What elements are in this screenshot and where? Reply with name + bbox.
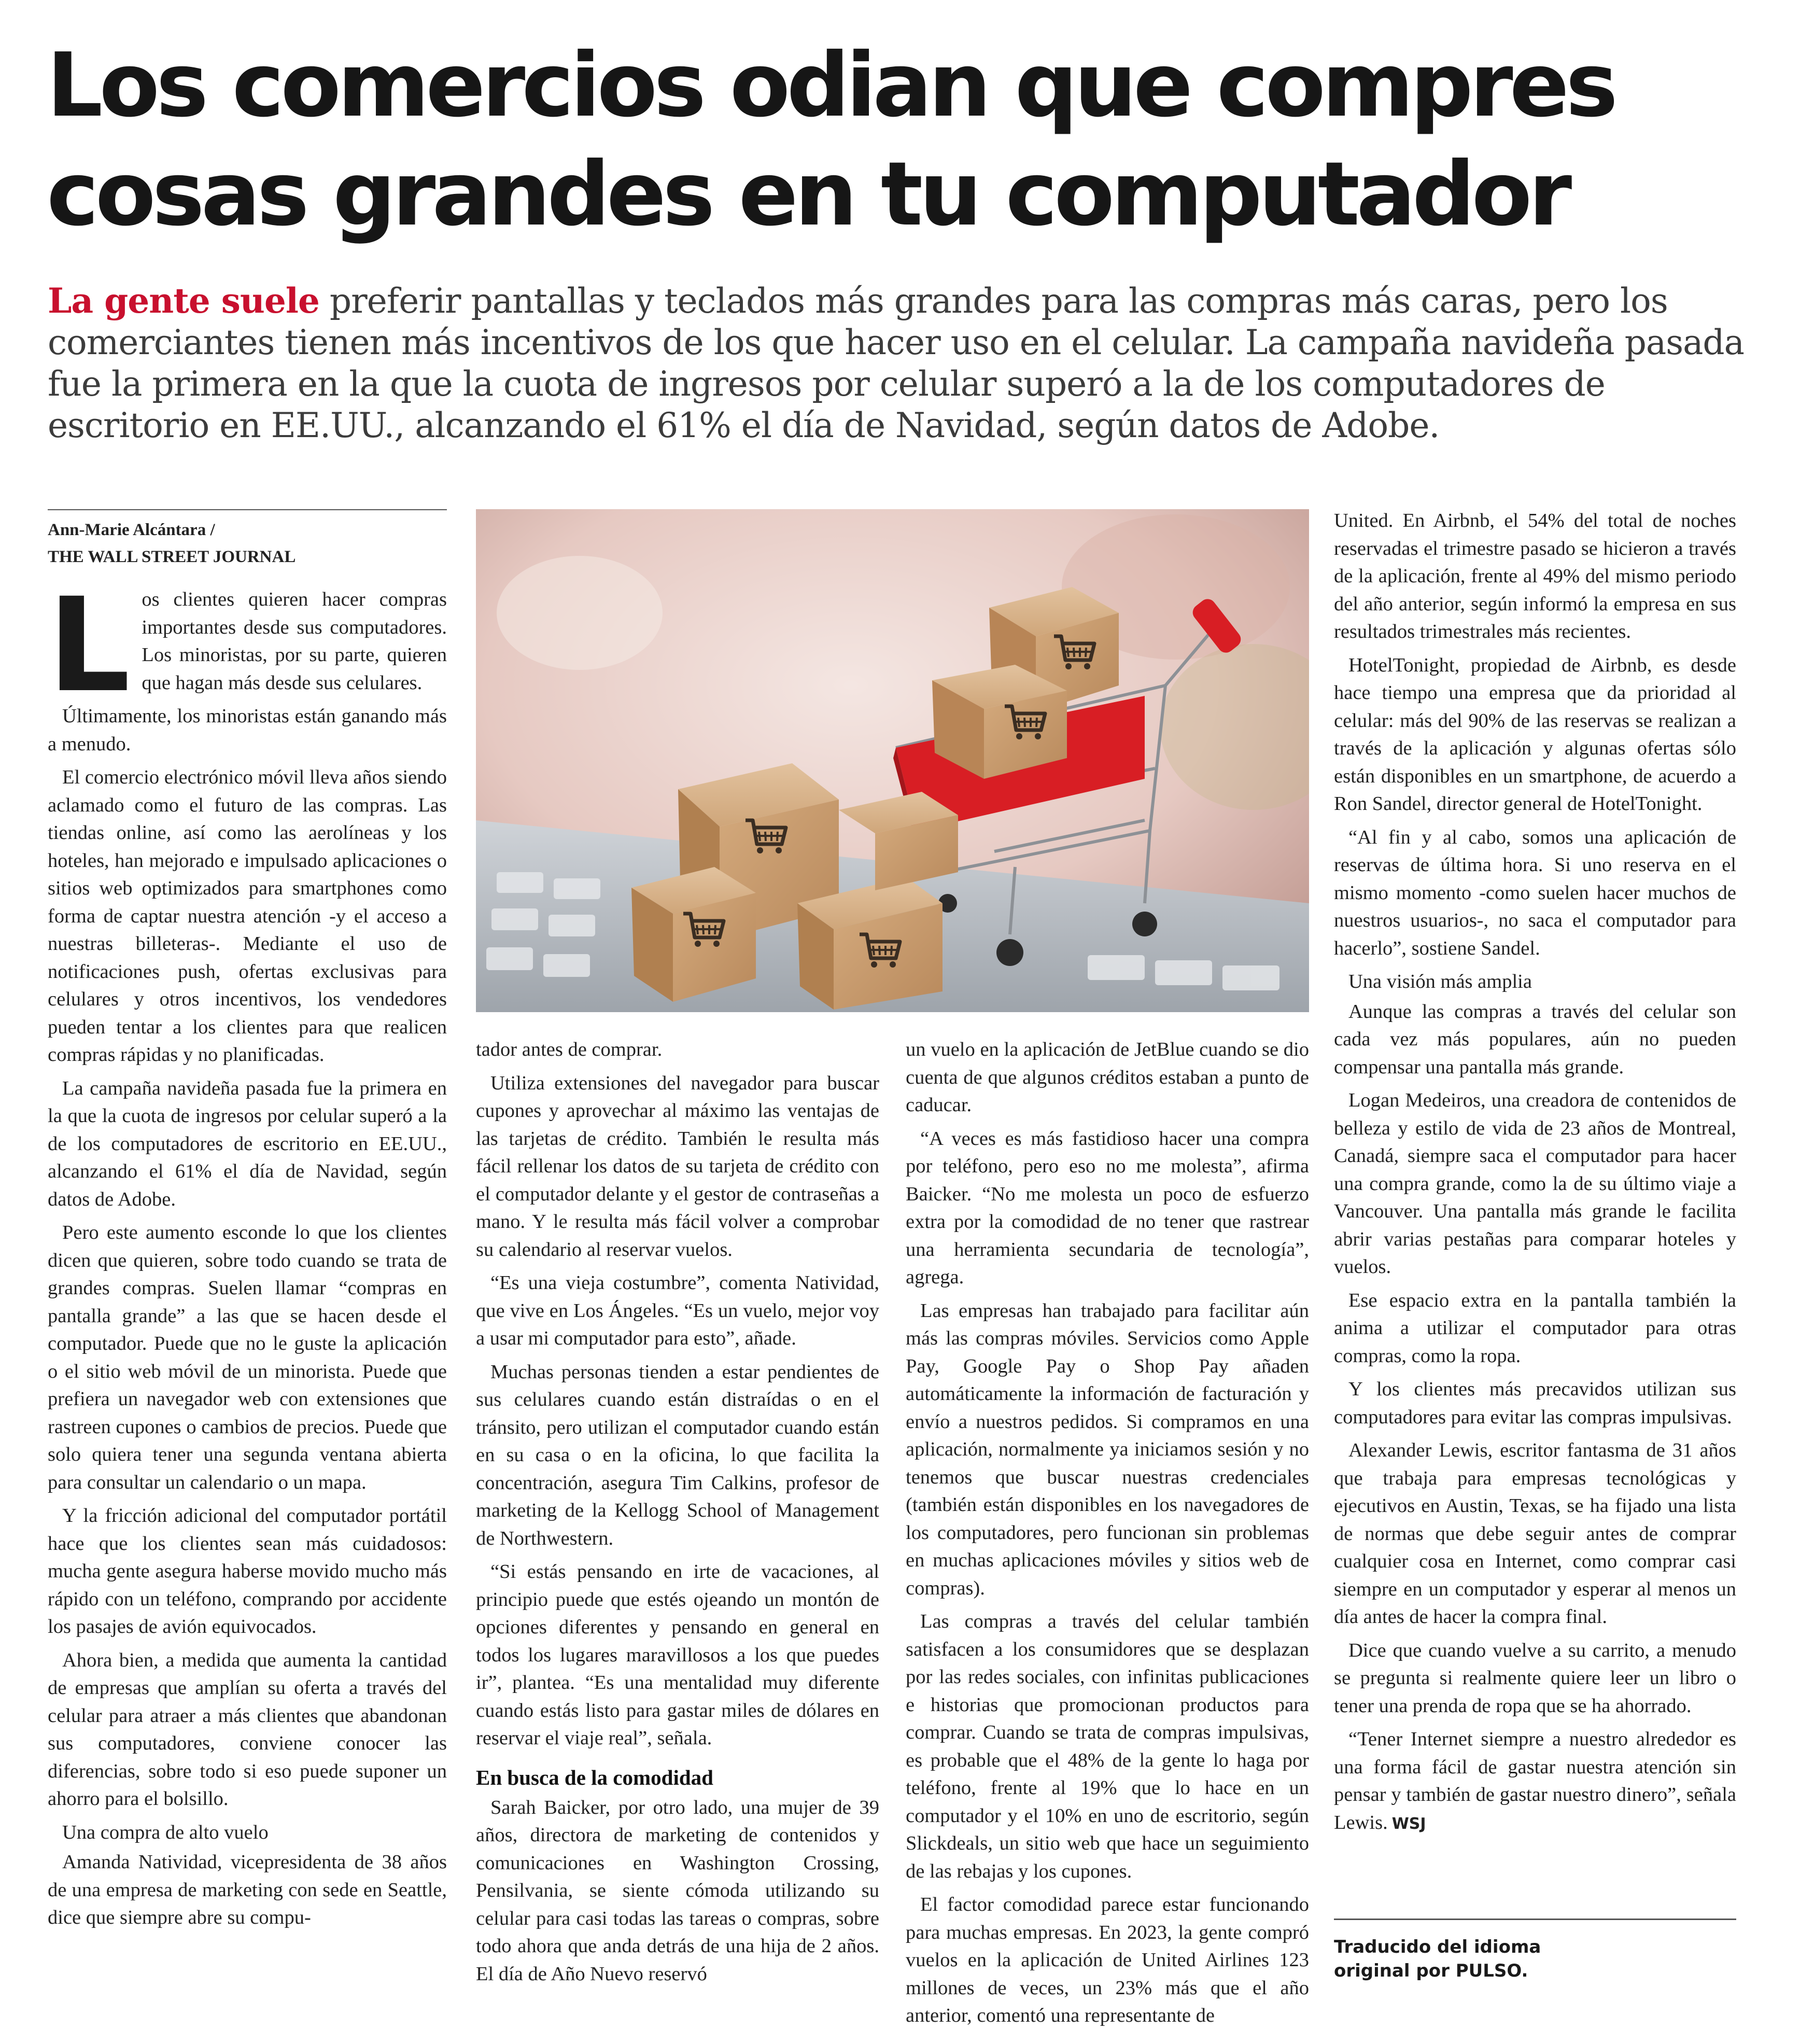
translation-credit: [1334, 1935, 1736, 1983]
drop-cap: L: [48, 570, 131, 721]
paragraph: La campaña navideña pasada fue la primera en la que la cuota de ingresos por celular superó a la de los computadores de escritorio en EE.UU., alcanzando el 61% el día de Navidad, según datos de Adobe.: [48, 1077, 447, 1210]
paragraph: tador antes de comprar.: [476, 1039, 663, 1060]
paragraph: “Es una vieja costumbre”, comenta Natividad, que vive en Los Ángeles. “Es un vuelo, mejor voy a usar mi computador para esto”, añade.: [476, 1272, 879, 1349]
paragraph: Sarah Baicker, por otro lado, una mujer de 39 años, directora de marketing de contenidos y comunicaciones en Washington Crossing, Pensilvania, se siente cómoda utilizando su celular para casi todas las tareas o compras, sobre todo ahora que anda detrás de una hija de 2 años. El día de Año Nuevo reservó: [476, 1796, 879, 1985]
lede-kicker: La gente suele: [48, 281, 319, 321]
paragraph: United. En Airbnb, el 54% del total de noches reservadas el trimestre pasado se hicieron a través de la aplicación, frente al 49% del mismo periodo del año anterior, según informó la empresa en sus resultados trimestrales más recientes.: [1334, 510, 1736, 642]
paragraph: “Si estás pensando en irte de vacaciones, al principio puede que estés ojeando un montón de opciones diferentes y pensando en general en todos los lugares maravillosos a los que puedes ir”, plantea. “Es una mentalidad muy diferente cuando estás listo para gastar miles de dólares en reservar el viaje real”, señala.: [476, 1561, 879, 1749]
paragraph: Los clientes quieren hacer compras importantes desde sus computadores. Los minoristas, por su parte, quieren que hagan más desde sus celulares.: [48, 570, 447, 721]
paragraph: Y los clientes más precavidos utilizan sus computadores para evitar las compras impulsivas.: [1334, 1378, 1736, 1428]
subheading-alto-vuelo: Una compra de alto vuelo: [62, 1821, 269, 1843]
paragraph: Pero este aumento esconde lo que los clientes dicen que quieren, sobre todo cuando se trata de grandes compras. Suelen llamar “compras en pantalla grande” a las que se hacen desde el computador. Puede que no le guste la aplicación o el sitio web móvil de un minorista. Puede que prefiera un navegador web con extensiones que rastreen cupones o cambios de precios. Puede que solo quiera tener una segunda ventana abierta para consultar un calendario o un mapa.: [48, 1222, 447, 1493]
paragraph: “Tener Internet siempre a nuestro alrededor es una forma fácil de gastar nuestra atención sin pensar y también de gastar nuestro dinero”, señala Lewis. WSJ: [1334, 1728, 1736, 1833]
paragraph: Y la fricción adicional del computador portátil hace que los clientes sean más cuidadosos: mucha gente asegura haberse movido mucho más rápido con un teléfono, comprando por accidente los pasajes de avión equivocados.: [48, 1505, 447, 1637]
wsj-signoff: WSJ: [1391, 1814, 1426, 1833]
paragraph: Utiliza extensiones del navegador para buscar cupones y aprovechar al máximo las ventajas de las tarjetas de crédito. También le resulta más fácil rellenar los datos de su tarjeta de crédito con el computador delante y el gestor de contraseñas a mano. Y le resulta más fácil volver a comprobar su calendario al reservar vuelos.: [476, 1072, 879, 1261]
paragraph: Dice que cuando vuelve a su carrito, a menudo se pregunta si realmente quiere leer un libro o tener una prenda de ropa que se ha ahorrado.: [1334, 1639, 1736, 1717]
paragraph: Las compras a través del celular también satisfacen a los consumidores que se desplazan por las redes sociales, con infinitas publicaciones e historias que promocionan productos para comprar. Cuando se trata de compras impulsivas, es probable que el 48% de la gente lo haga por teléfono, frente al 19% que lo hace en un computador y el 10% en uno de escritorio, según Slickdeals, un sitio web que hace un seguimiento de las rebajas y los cupones.: [906, 1611, 1309, 1882]
paragraph: Logan Medeiros, una creadora de contenidos de belleza y estilo de vida de 23 años de Montreal, Canadá, siempre saca el computador para hacer una compra grande, como la de su último viaje a Vancouver. Una pantalla más grande le facilita abrir varias pestañas para comparar hoteles y vuelos.: [1334, 1089, 1736, 1278]
article-column-1: [48, 570, 447, 1938]
paragraph: “Al fin y al cabo, somos una aplicación de reservas de última hora. Si uno reserva en el mismo momento -como suelen hacer muchos de nuestros usuarios-, no saca el computador para hacerlo”, sostiene Sandel.: [1334, 826, 1736, 959]
article-column-2: [476, 1036, 879, 1994]
paragraph: “A veces es más fastidioso hacer una compra por teléfono, pero eso no me molesta”, afirma Baicker. “No me molesta un poco de esfuerzo extra por la comodidad de no tener que rastrear una herramienta secundaria de tecnología”, agrega.: [906, 1127, 1309, 1288]
box-floor-left: [631, 867, 756, 1002]
article-column-3: [906, 1036, 1309, 2036]
credit-line-1: Traducido del idioma: [1334, 1937, 1541, 1957]
paragraph: Ahora bien, a medida que aumenta la cantidad de empresas que amplían su oferta a través del celular para atraer a más clientes que abandonan sus computadores, conviene conocer las diferencias, sobre todo si eso puede suponer un ahorro para el bolsillo.: [48, 1649, 447, 1810]
byline-rule: [48, 509, 447, 510]
paragraph: Ese espacio extra en la pantalla también la anima a utilizar el computador para otras compras, como la ropa.: [1334, 1289, 1736, 1367]
paragraph: Muchas personas tienden a estar pendientes de sus celulares cuando están distraídas o en el tránsito, pero utilizan el computador cuando están en su casa o en la oficina, lo que facilita la concentración, asegura Tim Calkins, profesor de marketing de la Kellogg School of Management de Northwestern.: [476, 1361, 879, 1549]
headline-line-2: cosas grandes en tu computador: [47, 143, 1569, 246]
headline-line-1: Los comercios odian que compres: [47, 34, 1615, 137]
paragraph: El comercio electrónico móvil lleva años siendo aclamado como el futuro de las compras. Las tiendas online, así como las aerolíneas y los hoteles, han mejorado e impulsado aplicaciones o sitios web optimizados para smartphones como forma de captar nuestra atención -y el acceso a nuestras billeteras-. Mediante el uso de notificaciones push, ofertas exclusivas para celulares y otros incentivos, los vendedores pueden tentar a los clientes para que realicen compras rápidas y no planificadas.: [48, 766, 447, 1066]
lede: [48, 280, 1753, 446]
paragraph: HotelTonight, propiedad de Airbnb, es desde hace tiempo una empresa que da prioridad al celular: más del 90% de las reservas se realizan a través de la aplicación y algunas ofertas sólo están disponibles en un smartphone, de acuerdo a Ron Sandel, director general de HotelTonight.: [1334, 654, 1736, 815]
paragraph: Amanda Natividad, vicepresidenta de 38 años de una empresa de marketing con sede en Seattle, dice que siempre abre su compu-: [48, 1851, 447, 1928]
box-mid-cart: [932, 665, 1067, 779]
paragraph: Últimamente, los minoristas están ganando más a menudo.: [48, 705, 447, 755]
article-column-4: [1334, 507, 1736, 1843]
byline-outlet: THE WALL STREET JOURNAL: [48, 548, 296, 566]
paragraph: Las empresas han trabajado para facilitar aún más las compras móviles. Servicios como Apple Pay, Google Pay o Shop Pay añaden automáticamente la información de facturación y envío a nuestros pedidos. Si compramos en una aplicación, normalmente ya iniciamos sesión y no tenemos que buscar nuestras credenciales (también están disponibles en los navegadores de los computadores, pero funcionan sin problemas en muchas aplicaciones móviles y sitios web de compras).: [906, 1299, 1309, 1599]
credit-rule: [1334, 1919, 1736, 1920]
subheading-vision-amplia: Una visión más amplia: [1348, 971, 1532, 992]
paragraph: El factor comodidad parece estar funcionando para muchas empresas. En 2023, la gente compró vuelos en la aplicación de United Airlines 123 millones de veces, un 23% más que el año anterior, comentó una representante de: [906, 1894, 1309, 2026]
byline-author: Ann-Marie Alcántara /: [48, 521, 215, 539]
headline: [47, 31, 1757, 249]
paragraph: Alexander Lewis, escritor fantasma de 31 años que trabaja para empresas tecnológicas y ejecutivos en Austin, Texas, se ha fijado una lista de normas que debe seguir antes de comprar cualquier cosa en Internet, como comprar casi siempre en un computador y esperar al menos un día antes de hacer la compra final.: [1334, 1439, 1736, 1628]
paragraph: un vuelo en la aplicación de JetBlue cuando se dio cuenta de que algunos créditos estaban a punto de caducar.: [906, 1039, 1309, 1116]
shopping-cart-boxes-photo: [476, 509, 1309, 1012]
article-photo: [476, 509, 1309, 1012]
credit-line-2: original por PULSO.: [1334, 1961, 1528, 1981]
section-heading: En busca de la comodidad: [476, 1765, 713, 1789]
lede-text: preferir pantallas y teclados más grandes para las compras más caras, pero los comerciantes tienen más incentivos de los que hacer uso en el celular. La campaña navideña pasada fue la primera en la que la cuota de ingresos por celular superó a la de los computadores de escritorio en EE.UU., alcanzando el 61% el día de Navidad, según datos de Adobe.: [48, 281, 1745, 445]
paragraph: Aunque las compras a través del celular son cada vez más populares, aún no pueden compensar una pantalla más grande.: [1334, 1000, 1736, 1078]
byline: [48, 516, 447, 570]
